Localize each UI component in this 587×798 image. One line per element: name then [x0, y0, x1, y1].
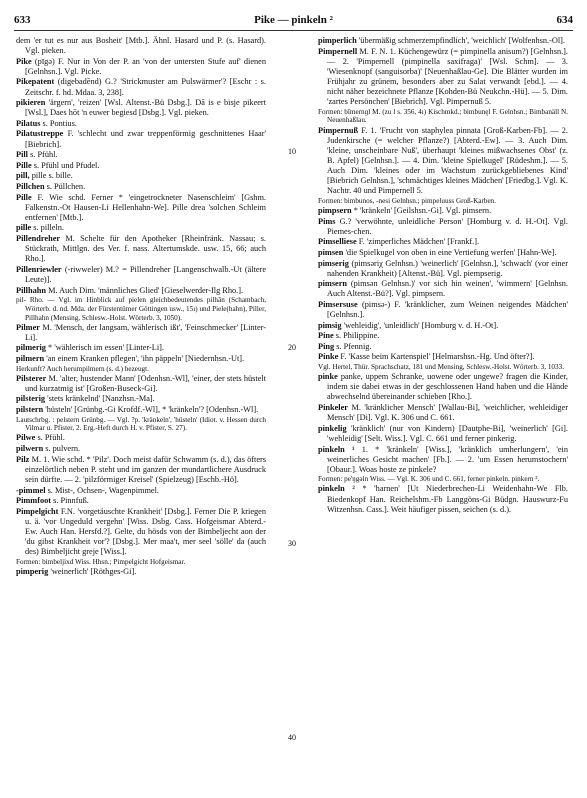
dictionary-entry — [318, 403, 568, 423]
dictionary-entry — [16, 394, 266, 404]
entry-note: Formen: pe'ŋgəln Wiss. — Vgl. K. 306 und C. 661, ferner pinkeln. pinkern ². — [318, 475, 540, 484]
entry-headword: pimpsern — [318, 205, 352, 215]
entry-definition: F. Wie schd. Ferner * 'eingetrockneter Nasenschleim' [Gshm. Falkenstn.-Ot Hausen-Li Hellenhahn-We]. Pille drea 'solchen Schleim entfernen' [Mtb.]. — [25, 192, 266, 222]
entry-headword: Pilwe — [16, 433, 36, 443]
entry-headword: Pimsersuse — [318, 299, 358, 309]
dictionary-entry — [318, 36, 568, 46]
entry-headword: pinke — [318, 372, 338, 382]
dictionary-entry — [318, 279, 568, 299]
entry-note: Formen: bimbeljixd Wiss. Hhsn.; Pimpelgicht Hofgeismar. — [16, 557, 186, 566]
dictionary-entry — [318, 424, 568, 444]
entry-headword: pimserig — [318, 258, 349, 268]
dictionary-entry — [16, 171, 266, 181]
entry-definition: * 'kränkeln' [Geilshsn.-Gi]. Vgl. pimsern. — [353, 205, 492, 215]
entry-note: Vgl. Hertel, Thür. Sprachschatz, 181 und Mensing, Schlesw.-Holst. Wörterb. 3, 1033. — [318, 363, 564, 372]
dictionary-entry — [318, 217, 568, 237]
entry-definition: 'hüsteln' [Grünbg.-Gi Krofdf.-Wl], * 'kränkeln'? [Odenhsn.-Wl]. — [45, 405, 259, 415]
entry-definition: M. 'Mensch, der langsam, wählerisch ißt', 'Feinschmecker' [Linter-Li]. — [25, 322, 266, 342]
entry-definition: * 'harnen' [Ut Niederbrechen-Li Weidenhahn-We Flb. Biedenkopf Han. Reichelshm.-Fb Langgöns-Gi Büdgn. Hauswurz-Fu Witzenhsn. Cass.]. Weit häufiger pissen, seichen (s. d.). — [327, 484, 568, 514]
dictionary-entry — [318, 300, 568, 320]
dictionary-entry — [318, 47, 568, 108]
dictionary-entry — [16, 323, 266, 343]
line-number: 10 — [288, 147, 296, 156]
dictionary-entry — [16, 161, 266, 171]
dictionary-entry — [16, 455, 266, 485]
header-rule — [14, 30, 573, 31]
dictionary-entry — [318, 331, 568, 341]
entry-definition: s. Pfennig. — [336, 341, 372, 351]
entry-definition: s. pulvern. — [45, 444, 81, 454]
dictionary-entry — [16, 119, 266, 129]
entry-definition: (-riwweler) M.? = Pillendreher [Langenschwalb.-Ut (ältere Leute)]. — [25, 264, 266, 285]
dictionary-entry — [16, 405, 266, 415]
entry-definition: F. 'zimperliches Mädchen' [Frankf.]. — [358, 237, 480, 247]
entry-headword: pilmern — [16, 353, 45, 363]
line-number: 20 — [288, 343, 296, 352]
entry-definition: 'weinerlich' [Röthges-Gi]. — [50, 566, 137, 576]
entry-definition: (pimsən Gelnhsn.)' vor sich hin weinen', 'wimmern' [Gelnhsn. Auch Altenst.-Bü?]. Vgl. pimpsern. — [327, 279, 568, 299]
dictionary-entry — [16, 98, 266, 118]
entry-definition: s. Pfühl und Pfudel. — [33, 160, 100, 170]
entry-definition: 'stets kränkelnd' [Nanzhsn.-Ma]. — [47, 394, 155, 404]
entry-headword: Pinkeler — [318, 403, 348, 413]
right-column — [318, 36, 568, 794]
dictionary-entry — [16, 286, 266, 296]
entry-note: pil- Rho. — Vgl. im Hinblick auf pielen gleichbedeutendes pilhān (Schambach, Wörterb. d. nd. Mda. der Fürstentümer Göttingen usw., 15ı) und Piele(hahn), Piller, Pillhahn (Mensing, Schlesw.-Holst. Wörterb. 3, 1050). — [16, 296, 266, 322]
entry-headword: Pilatus — [16, 118, 41, 128]
entry-definition: s. Pontius. — [42, 118, 77, 128]
entry-definition: 'ärgern', 'reizen' [Wsl. Altenst.-Bü Dsbg.]. Dā is e bisje pikeert [Wsl.], Daes hōt 'n euwer begiesd [Dsbg.]. Vgl. pieken. — [25, 98, 266, 118]
entry-headword: Pillchen — [16, 182, 45, 192]
dictionary-entry — [318, 484, 568, 514]
entry-headword: Pilsterer — [16, 373, 47, 383]
page-number-right: 634 — [556, 14, 573, 26]
entry-definition: s. pilleln. — [33, 223, 64, 233]
dictionary-entry — [16, 57, 266, 77]
entry-headword: pimperig — [16, 566, 49, 576]
dictionary-entry — [16, 558, 266, 567]
dictionary-entry — [318, 363, 568, 372]
entry-definition: dem 'er tut es nur aus Bosheit' [Mtb.]. Ähnl. Hasard und P. (s. Hasard). Vgl. pieken. — [16, 36, 266, 56]
entry-headword: pimsen — [318, 247, 344, 257]
entry-headword: Ping — [318, 341, 335, 351]
entry-headword: Pimpernuß — [318, 125, 359, 135]
entry-definition: s. Pinnfuß. — [53, 496, 89, 506]
entry-definition: F. 'schlecht und zwar treppenförmig geschnittenes Haar' [Biebrich]. — [25, 129, 266, 149]
entry-definition: s. Pfühl. — [30, 150, 58, 160]
entry-headword: Pilmer — [16, 322, 40, 332]
dictionary-entry — [16, 507, 266, 558]
entry-definition: s. Mist-, Ochsen-, Wagenpimmel. — [47, 485, 159, 495]
dictionary-entry — [318, 352, 568, 362]
entry-headword: Pimpernell — [318, 46, 358, 56]
entry-definition: 'kränklich' (nur von Kindern) [Dautphe-Bi], 'weinerlich' [Gi]. 'wehleidig' [Selt. Wiss.]. Vgl. C. 661 und ferner pinkerig. — [327, 423, 568, 443]
page-number-left: 633 — [14, 14, 31, 26]
entry-definition: M. Auch Dim. 'männliches Glied' [Gieselwerder-Ilg Rho.]. — [48, 285, 244, 295]
dictionary-entry — [16, 296, 266, 322]
entry-definition: (pimsə-) F. 'kränklicher, zum Weinen neigendes Mädchen' [Gelnhsn.]. — [327, 299, 568, 320]
entry-definition: M. 1. Wie schd. * 'Pilz'. Doch meist dafür Schwamm (s. d.), das öfters einzelörtlich neben P. steht und im ganzen der mundartlichere Ausdruck sein dürfte. — 2. 'pilzförmiger Kreisel' (Spielzeug) [Eschb.-Hö]. — [25, 454, 266, 484]
entry-definition: G.? 'verwöhnte, unleidliche Person' [Homburg v. d. H.-Ot]. Vgl. Piemes-chen. — [327, 216, 568, 236]
left-column — [16, 36, 266, 794]
entry-headword: pimsern — [318, 279, 348, 289]
dictionary-entry — [16, 486, 266, 496]
dictionary-entry — [16, 433, 266, 443]
entry-definition: 1. * 'kränkeln' [Wiss.], 'kränklich umherlungern', 'ein weinerliches Gesicht machen' [Fb.]. — 2. 'um Essen herumstochern' [Obaur.]. Woas hoste ze pinkele? — [327, 444, 568, 474]
running-header — [14, 14, 573, 28]
entry-definition: F. 'Kasse beim Kartenspiel' [Helmarshsn.-Hg. Und öfter?]. — [340, 352, 535, 362]
entry-definition: 'an einem Kranken pflegen', 'ihn päppeln' [Niedernhsn.-Ut]. — [46, 353, 245, 363]
dictionary-entry — [318, 197, 568, 206]
dictionary-entry — [318, 248, 568, 258]
entry-headword: pill, — [16, 171, 30, 181]
entry-headword: pille — [16, 223, 32, 233]
line-number: 30 — [288, 539, 296, 548]
entry-headword: Pinke — [318, 352, 339, 362]
dictionary-entry — [16, 129, 266, 149]
entry-headword: pinkeln ² — [318, 484, 355, 494]
dictionary-entry — [318, 206, 568, 216]
dictionary-entry — [16, 374, 266, 394]
entry-headword: Pille — [16, 160, 32, 170]
dictionary-entry — [16, 223, 266, 233]
entry-headword: Pilatustreppe — [16, 129, 64, 139]
dictionary-entry — [16, 193, 266, 223]
entry-definition: M. 'kränklicher Mensch' [Wallau-Bi], 'weichlicher, wehleidiger Mensch' [Di]. Vgl. K. 306 und C. 661. — [327, 403, 568, 423]
dictionary-entry — [16, 182, 266, 192]
dictionary-entry — [318, 321, 568, 331]
dictionary-entry — [16, 496, 266, 506]
dictionary-entry — [318, 259, 568, 279]
entry-definition: s. Püllchen. — [46, 182, 86, 192]
entry-definition: F. 1. 'Frucht von staphylea pinnata [Groß-Karben-Fb]. — 2. Judenkirsche (= welcher Pflanze?) [Abterd.-Ew]. — 3. Auch Dim. 'kleine, unscheinbare Nuß', überhaupt 'kleines mißwachsenes Obst' (z. B. Apfel) [Gelnhsn.]. — 4. Dim. 'kleine Spielkugel' [Rüdeshm.]. — 5. Auch Dim. 'kleines oder im Wachstum zurückgebliebenes Kind' [Biebrich Gelnhsn.], 'schmächtiges kleines Mädchen' [Friedbg.]. Vgl. K. Nachtr. 40 und Pimpernell 5. — [327, 125, 568, 196]
entry-headword: Pimselliese — [318, 237, 357, 247]
dictionary-entry — [16, 567, 266, 577]
entry-headword: pimperlich — [318, 36, 357, 45]
entry-definition: M. 'alter, hustender Mann' [Odenhsn.-Wl], 'einer, der stets hüstelt und kurzatmig ist' [Großen-Buseck-Gi]. — [25, 373, 266, 393]
entry-headword: pikieren — [16, 98, 46, 108]
entry-headword: Pine — [318, 331, 334, 341]
entry-definition: M. Schelte für den Apotheker [Rheinfränk. Nassau; s. Stückrath, Mittlgn. des Ver. f. nass. Altertumskde. usw. 15, 66; auch Rho.]. — [25, 234, 266, 264]
dictionary-entry — [16, 343, 266, 353]
dictionary-entry — [16, 36, 266, 56]
entry-note: Formen: bīmernɡl M. (zu l s. 356, 4ı) Kischmkd.; bimbunęl F. Gelnhsn.; Bimbanäll N. Neuenhaßlau. — [318, 107, 568, 125]
entry-headword: Pillhahn — [16, 285, 46, 295]
entry-definition: s. Philippine. — [335, 331, 380, 341]
dictionary-entry — [16, 77, 266, 97]
entry-headword: Pille — [16, 192, 32, 202]
entry-headword: Pillendreher — [16, 234, 61, 244]
dictionary-entry — [318, 372, 568, 402]
entry-headword: -pimmel — [16, 485, 46, 495]
entry-definition: 'die Spielkugel von oben in eine Vertiefung werfen' [Hahn-We]. — [345, 247, 557, 257]
entry-headword: Pikepatent — [16, 77, 55, 87]
entry-definition: * 'wählerisch im essen' [Linter-Li]. — [48, 343, 164, 353]
entry-headword: Pimpelgicht — [16, 506, 59, 516]
entry-definition: panke, uppem Schranke, uowene oder ungewe? fragen die Kinder, indem sie dabei etwas in der geschlossenen Hand haben und die Hände abwechselnd übereinander schieben [Rho.]. — [327, 372, 568, 402]
dictionary-entry — [318, 342, 568, 352]
dictionary-entry — [16, 416, 266, 433]
entry-headword: Pilz — [16, 454, 30, 464]
entry-headword: pilstern — [16, 405, 44, 415]
dictionary-entry — [318, 237, 568, 247]
running-title: Pike — pinkeln ² — [254, 14, 333, 26]
dictionary-entry — [16, 444, 266, 454]
dictionary-entry — [16, 150, 266, 160]
entry-definition: (pimsəriχ Gelnhsn.) 'weinerlich' [Gelnhsn.], 'schwach' (vor einer nahenden Krankheit) [Altenst.-Bü]. Vgl. piempserig. — [327, 258, 568, 278]
entry-note: Formen: bimbunos, -nesi Gelnhsn.; pimpeluuss Groß-Karben. — [318, 196, 497, 205]
dictionary-entry — [318, 445, 568, 475]
entry-headword: Pillenriewler — [16, 264, 62, 274]
dictionary-entry — [16, 234, 266, 264]
entry-definition: (digebadēnd) G.? 'Strickmuster am Pulswärmer'? [Eschr : s. Zeitschr. f. hd. Mdaa. 3, 238]. — [25, 77, 266, 97]
entry-definition: M. F. N. 1. Küchengewürz (= pimpinella anisum?) [Gelnhsn.]. — 2. 'Pimpernell (pimpinella saxifraga)' [Wsl. Schm]. — 3. 'Wiesenknopf (sanguisorba)' [Neuenhaßlau-Ge]. Die Blätter wurden im Frühjahr zu grünem, besonders aber zu Salat verwandt [ebd.]. — 4. nicht näher bezeichnete Pflanze [Kohden-Bü Neukchn.-Hü]. — 5. Dim. 'zartes Persönchen' [Biebrich]. Vgl. Pimpernuß 5. — [327, 46, 568, 107]
entry-note: Herkunft? Auch herumpilmern (s. d.) bezeugt. — [16, 364, 149, 373]
entry-definition: 'wehleidig', 'unleidlich' [Homburg v. d. H.-Ot]. — [343, 320, 499, 330]
entry-definition: 'übermäßig schmerzempfindlich', 'weichlich' [Wolfenhsn.-Ol]. — [358, 36, 566, 45]
entry-note: Lautschrbg. : pelstern Grünbg. — Vgl. ?p. 'kränkeln', 'hüsteln' (Idiot. v. Hessen durch Vilmar u. Pfister, 2. Erg.-Heft durch H. v. Pfister, S. 27). — [16, 415, 266, 433]
line-number: 40 — [288, 733, 296, 742]
dictionary-entry — [318, 126, 568, 197]
entry-headword: pimsig — [318, 320, 342, 330]
entry-definition: pille s. bille. — [31, 171, 73, 181]
entry-definition: s. Pfühl. — [37, 433, 65, 443]
entry-headword: Pims — [318, 216, 336, 226]
dictionary-entry — [16, 354, 266, 364]
entry-headword: pilmerig — [16, 343, 46, 353]
entry-headword: pinkeln ¹ — [318, 444, 355, 454]
entry-headword: Pimmfoot — [16, 496, 52, 506]
entry-headword: Pill — [16, 150, 28, 160]
entry-headword: pilwern — [16, 444, 44, 454]
dictionary-entry — [16, 265, 266, 285]
dictionary-entry — [16, 365, 266, 374]
entry-headword: pilsterig — [16, 394, 46, 404]
entry-headword: Pike — [16, 56, 32, 66]
dictionary-entry — [318, 475, 568, 484]
entry-definition: F.N. 'vorgetäuschte Krankheit' [Dsbg.]. Ferner Die P. kriegen u. ä. 'vor Ungeduld vergehn' [Wiss. Dsbg. Cass. Hofgeismar Abterd.-Ew. Auch Han. Hersfd.?]. Gelte, du hösds von der Bimbeljecht aon der 'du gibst Krankheit vor'? [Dsbg.]. Mer maa't, mer seel 'sölle' da (auch des) Bimbeljicht greje [Wiss.]. — [25, 506, 266, 557]
entry-definition: (pīgə) F. Nur in Von der P. an 'von der untersten Stufe auf' dienen [Gelnhsn.]. Vgl. Picke. — [25, 56, 266, 76]
entry-headword: pinkelig — [318, 423, 347, 433]
dictionary-entry — [318, 108, 568, 125]
